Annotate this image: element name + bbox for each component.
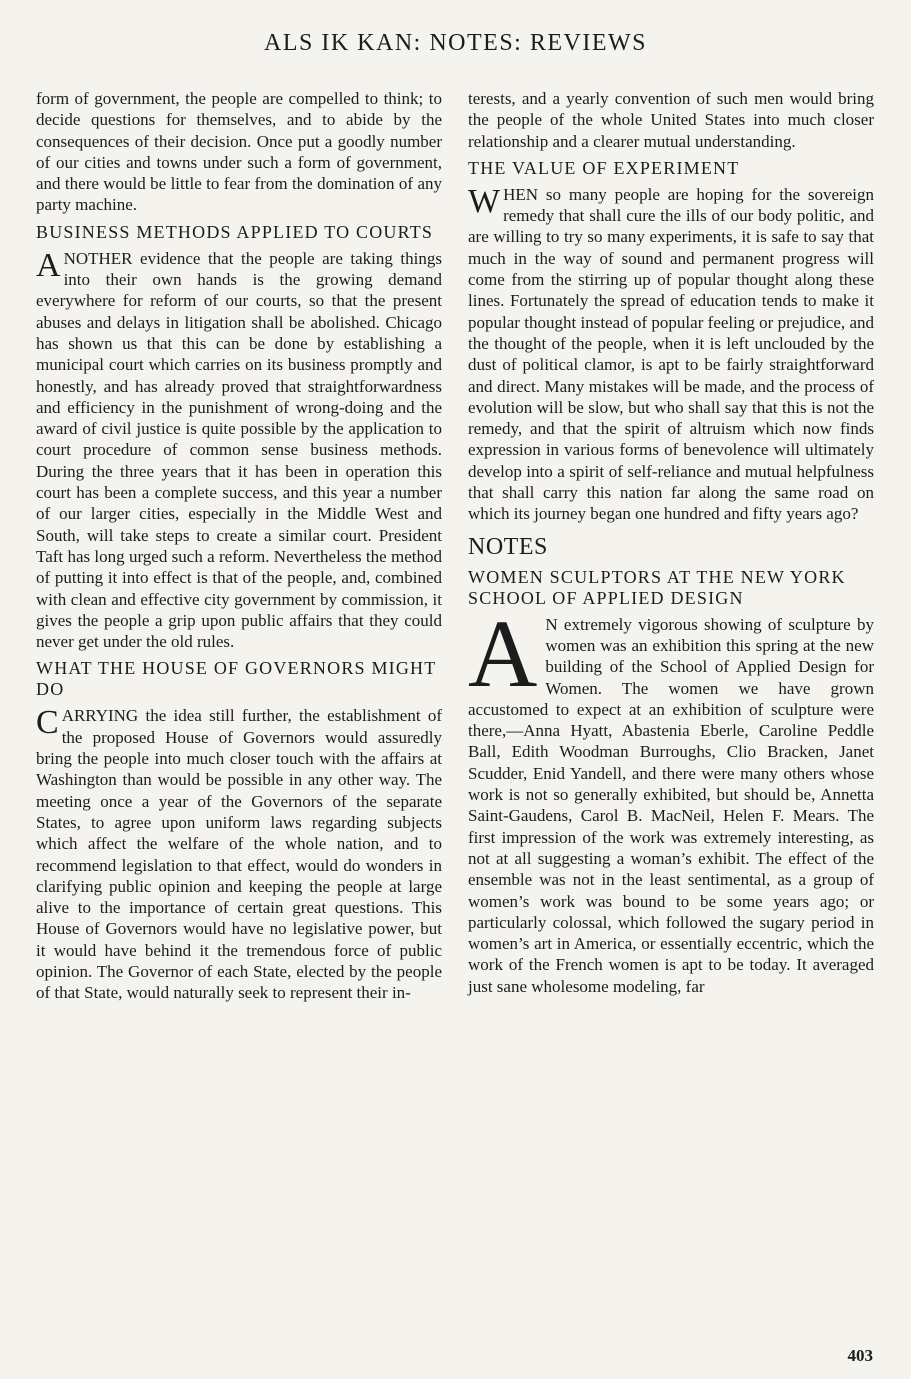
drop-cap: A (36, 246, 61, 284)
paragraph-government: form of government, the people are compelled to think; to decide questions for themselves, and to abide by the consequences of their decision. Once put a goodly number of our cities and towns under such a form of government, and there would be little to fear from the domination of any party machine. (36, 89, 442, 215)
paragraph-sculptors (468, 599, 874, 997)
drop-cap: C (36, 704, 59, 742)
paragraph-sculptors-text: N extremely vigorous showing of sculpture by women was an exhibition this spring at the new building of the School of Applied Design for Women. The women we have grown accustomed to expect at an exhibition of sculpture were there,—Anna Hyatt, Abastenia Eberle, Caroline Peddle Ball, Edith Woodman Burroughs, Clio Bracken, Janet Scudder, Enid Yandell, and there were many others whose work is not so generally exhibited, but should be, Annetta Saint-Gaudens, Carol B. MacNeil, Helen F. Mears. The first impression of the work was extremely interesting, as not at all suggesting a woman’s exhibit. The effect of the ensemble was not in the least sentimental, as a group of women’s work was bound to be some years ago; or particularly colossal, which followed the sugary period in women’s art in America, or essentially eccentric, which the work of the French women is apt to be today. It averaged just sane wholesome modeling, far (468, 614, 874, 996)
paragraph-experiment (468, 184, 874, 525)
heading-house-of-governors: WHAT THE HOUSE OF GOVERNORS MIGHT DO (36, 658, 437, 700)
section-title-notes: NOTES (468, 533, 548, 560)
page-number: 403 (847, 1346, 873, 1365)
drop-cap: W (468, 182, 501, 220)
heading-women-sculptors: WOMEN SCULPTORS AT THE NEW YORK SCHOOL OF APPLIED DESIGN (468, 566, 846, 608)
paragraph-interests: terests, and a yearly convention of such men would bring the people of the whole United States into much closer relationship and a clearer mutual understanding. (468, 89, 874, 151)
heading-business-methods: BUSINESS METHODS APPLIED TO COURTS (36, 221, 434, 242)
heading-value-of-experiment: THE VALUE OF EXPERIMENT (468, 157, 740, 178)
paragraph-governors (36, 705, 442, 1003)
paragraph-governors-text: ARRYING the idea still further, the establishment of the proposed House of Governors would assuredly bring the people into much closer touch with the affairs at Washington than would be possible in any other way. The meeting once a year of the Governors of the separate States, to agree upon uniform laws regarding subjects which affect the welfare of the whole nation, and to recommend legislation to that effect, would do wonders in clarifying public opinion and keeping the people at large alive to the importance of certain great questions. This House of Governors would have no legislative power, but it would have behind it the tremendous force of public opinion. The Governor of each State, elected by the people of that State, would naturally seek to represent their in- (36, 706, 442, 1003)
paragraph-experiment-text: HEN so many people are hoping for the sovereign remedy that shall cure the ills of our body politic, and are willing to try so many experiments, it is safe to say that much in the way of sound and permanent progress will come from the stirring up of popular thought along these lines. Fortunately the spread of education tends to make it popular thought instead of popular feeling or prejudice, and the thought of the people, when it is left unclouded by the dust of political clamor, is apt to be fairly straightforward and direct. Many mistakes will be made, and the process of evolution will be slow, but who shall say that this is not the remedy, and that the spirit of altruism which now finds expression in various forms of benevolence will ultimately develop into a spirit of self-reliance and mutual helpfulness that shall carry this nation far along the same road on which its journey began one hundred and fifty years ago? (468, 184, 874, 524)
left-column (36, 88, 442, 1004)
drop-cap: A (468, 599, 538, 707)
paragraph-courts (36, 248, 442, 653)
running-header: ALS IK KAN: NOTES: REVIEWS (264, 30, 647, 56)
right-column (468, 88, 874, 997)
paragraph-courts-text: NOTHER evidence that the people are taking things into their own hands is the growing demand everywhere for reform of our courts, so that the present abuses and delays in litigation shall be abolished. Chicago has shown us that this can be done by establishing a municipal court which carries on its business promptly and honestly, and has already proved that straightforwardness and efficiency in the punishment of wrong-doing and the award of civil justice is quite possible by the application to court procedure of common sense business methods. During the three years that it has been in operation this court has been a complete success, and this year a number of our larger cities, especially in the Middle West and South, will take steps to create a similar court. President Taft has long urged such a reform. Nevertheless the method of putting it into effect is that of the people, and, combined with clean and effective city government by commission, it gives the people a grip upon public affairs that they could never get under the old rules. (36, 248, 442, 652)
